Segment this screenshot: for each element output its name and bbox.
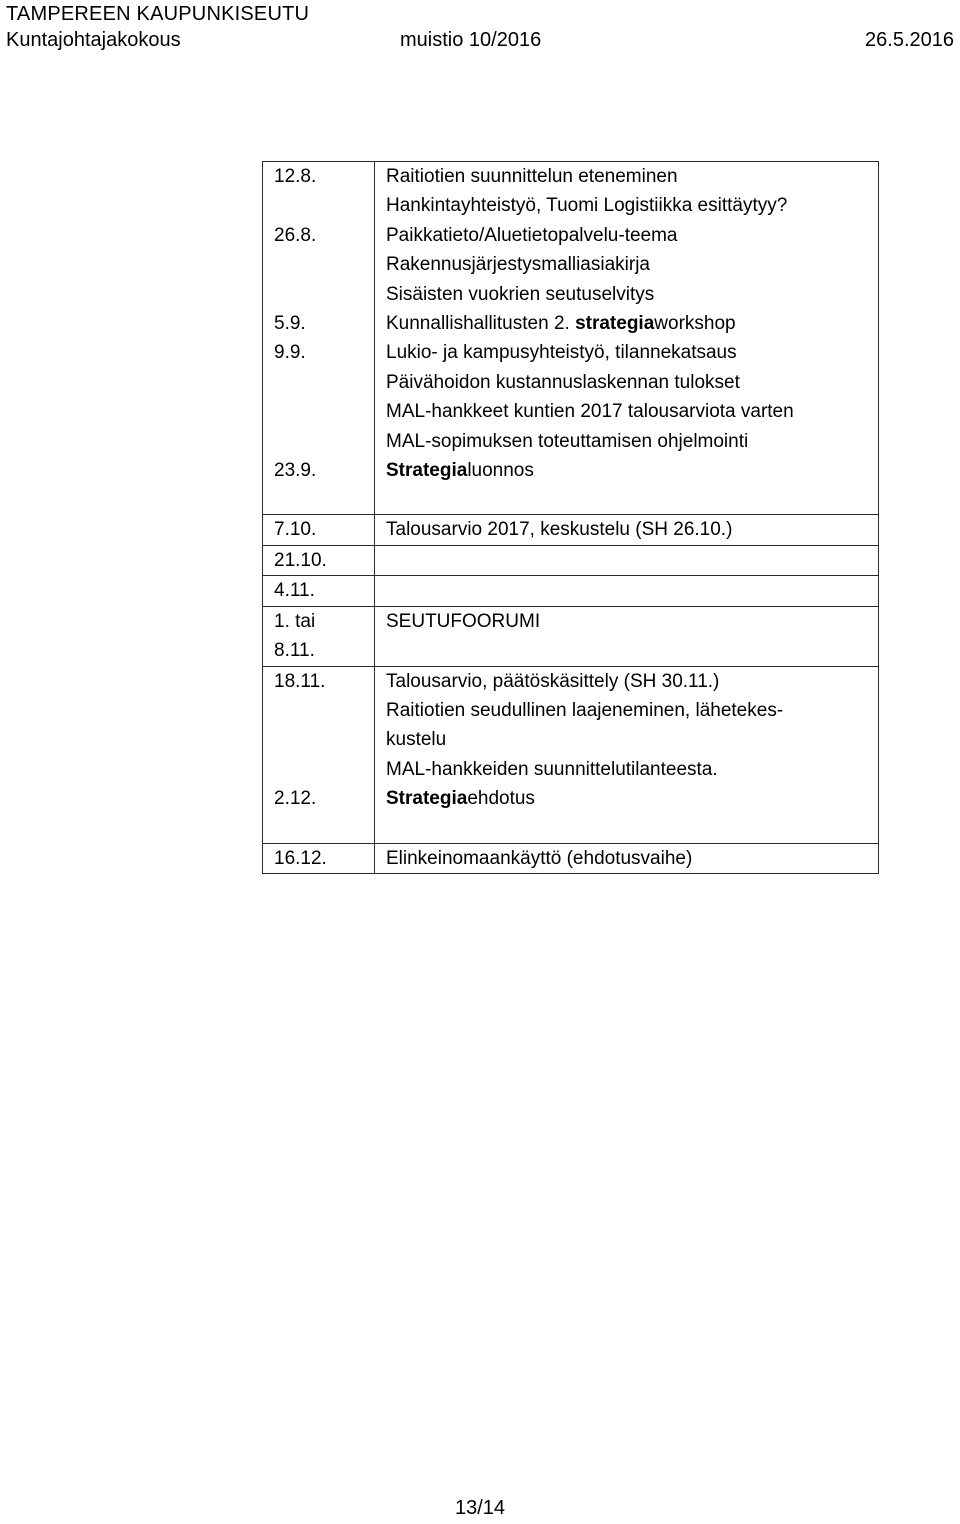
header-date: 26.5.2016 [865, 29, 954, 51]
table-row [263, 606, 879, 666]
date-value: 26.8. [274, 224, 317, 246]
date-value: 7.10. [274, 519, 317, 541]
topic-cell [375, 515, 879, 545]
date-value: 9.9. [274, 342, 306, 364]
date-value: 8.11. [274, 640, 315, 662]
date-cell [263, 666, 375, 843]
table-row [263, 576, 879, 606]
organization-name: TAMPEREEN KAUPUNKISEUTU [6, 3, 310, 25]
agenda-item: Strategialuonnos [386, 460, 534, 482]
table-row [263, 666, 879, 843]
topic-cell [375, 545, 879, 575]
table-row [263, 162, 879, 515]
date-cell [263, 606, 375, 666]
agenda-item: Sisäisten vuokrien seutuselvitys [386, 283, 655, 305]
header-meta-row [6, 26, 954, 54]
agenda-item: Strategiaehdotus [386, 788, 535, 810]
topic-cell [375, 606, 879, 666]
agenda-item: Rakennusjärjestysmalliasiakirja [386, 254, 650, 276]
agenda-item: Talousarvio, päätöskäsittely (SH 30.11.) [386, 670, 720, 692]
agenda-item: Talousarvio 2017, keskustelu (SH 26.10.) [386, 519, 733, 541]
topic-cell [375, 576, 879, 606]
topic-cell [375, 162, 879, 515]
meeting-schedule-table [262, 161, 879, 874]
agenda-item: Kunnallishallitusten 2. strategiaworkshop [386, 313, 736, 335]
agenda-item: Raitiotien suunnittelun eteneminen [386, 166, 678, 187]
date-value: 16.12. [274, 847, 327, 869]
agenda-item: Elinkeinomaankäyttö (ehdotusvaihe) [386, 847, 693, 869]
topic-cell [375, 843, 879, 873]
agenda-item: Paikkatieto/Aluetietopalvelu-teema [386, 224, 678, 246]
agenda-item: Lukio- ja kampusyhteistyö, tilannekatsaus [386, 342, 737, 364]
page-number: 13/14 [454, 1497, 506, 1519]
date-value: 5.9. [274, 313, 306, 335]
table-row [263, 843, 879, 873]
date-cell [263, 576, 375, 606]
date-cell [263, 162, 375, 515]
agenda-item: kustelu [386, 729, 447, 751]
agenda-item: MAL-sopimuksen toteuttamisen ohjelmointi [386, 430, 749, 452]
agenda-item: Raitiotien seudullinen laajeneminen, lähetekes- [386, 699, 784, 721]
agenda-item: Hankintayhteistyö, Tuomi Logistiikka esittäytyy? [386, 195, 788, 217]
table-row [263, 515, 879, 545]
agenda-item: Päivähoidon kustannuslaskennan tulokset [386, 371, 740, 393]
date-value: 4.11. [274, 580, 315, 602]
topic-cell [375, 666, 879, 843]
memo-number: muistio 10/2016 [400, 29, 542, 51]
date-value: 23.9. [274, 460, 317, 482]
date-cell [263, 545, 375, 575]
meeting-name: Kuntajohtajakokous [6, 29, 181, 51]
date-value: 18.11. [274, 670, 326, 692]
date-value: 21.10. [274, 549, 327, 571]
date-value: 2.12. [274, 788, 317, 810]
table-row [263, 545, 879, 575]
date-cell [263, 843, 375, 873]
date-value: 12.8. [274, 166, 317, 187]
date-cell [263, 515, 375, 545]
agenda-item: MAL-hankkeet kuntien 2017 talousarviota varten [386, 401, 794, 423]
agenda-item: MAL-hankkeiden suunnittelutilanteesta. [386, 758, 718, 780]
agenda-item: SEUTUFOORUMI [386, 610, 541, 632]
date-value: 1. tai [274, 610, 316, 632]
page-header [6, 0, 954, 54]
